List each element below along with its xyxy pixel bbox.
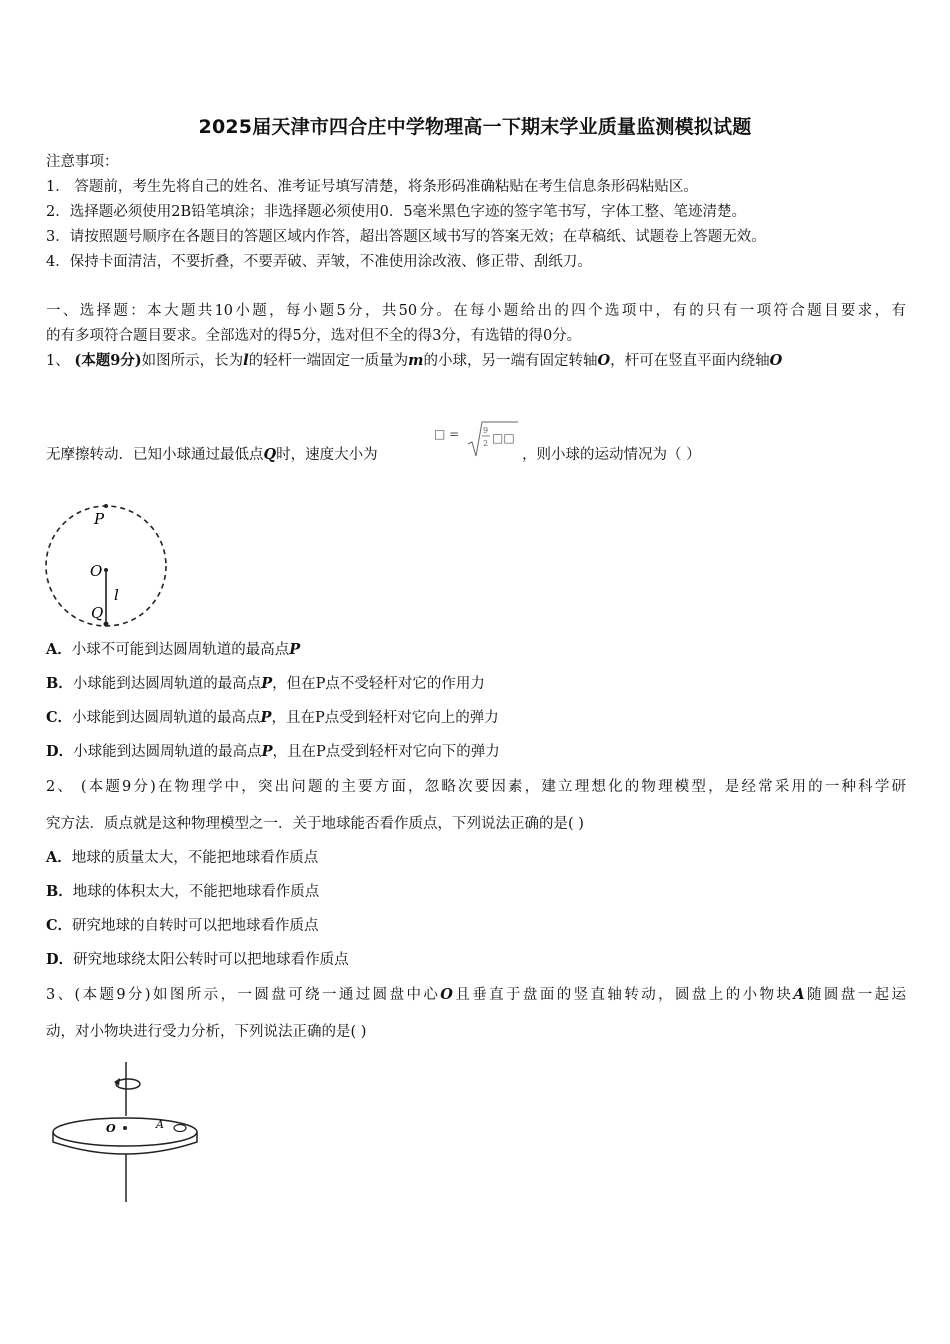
option-key: B． xyxy=(46,883,73,900)
option-c[interactable] xyxy=(46,916,319,936)
stem-text: 的轻杆一端固定一质量为 xyxy=(248,353,409,369)
section-intro-line: 的有多项符合题目要求。全部选对的得5分，选对但不全的得3分，有选错的得0分。 xyxy=(46,328,582,344)
label-o: O xyxy=(90,562,103,580)
question-number: 1、 xyxy=(46,353,70,369)
circle-rod-figure xyxy=(40,500,176,630)
option-text: 小球不可能到达圆周轨道的最高点 xyxy=(71,642,290,658)
option-key: C． xyxy=(46,709,73,726)
stem-text: 的小球，另一端有固定转轴 xyxy=(423,353,598,369)
question-1-stem xyxy=(46,351,782,371)
section-intro-line: 一、选择题：本大题共10小题，每小题5分，共50分。在每小题给出的四个选项中，有的只有一项符合题目要求，有 xyxy=(46,303,906,319)
option-text: 研究地球绕太阳公转时可以把地球看作质点 xyxy=(73,952,349,968)
axis-o-dot xyxy=(104,568,108,572)
point-p-dot xyxy=(104,504,108,508)
formula-rest: □□ xyxy=(492,431,515,445)
option-text: 地球的质量太大，不能把地球看作质点 xyxy=(71,850,319,866)
formula-lhs: □ = xyxy=(434,427,460,441)
notice-item: 1． 答题前，考生先将自己的姓名、准考证号填写清楚，将条形码准确粘贴在考生信息条形码粘贴区。 xyxy=(46,179,698,195)
variable: l xyxy=(243,352,249,369)
center-o-dot xyxy=(123,1126,127,1130)
notice-item: 3．请按照题号顺序在各题目的答题区域内作答，超出答题区域书写的答案无效；在草稿纸、试题卷上答题无效。 xyxy=(46,229,766,245)
arrowhead-icon xyxy=(114,1078,120,1086)
option-key: D． xyxy=(46,951,74,968)
option-text: 小球能到达圆周轨道的最高点 xyxy=(72,676,262,692)
question-2-stem-cont: 究方法．质点就是这种物理模型之一．关于地球能否看作质点，下列说法正确的是( ) xyxy=(46,816,584,832)
variable: A xyxy=(793,986,805,1003)
notice-item: 4．保持卡面清洁，不要折叠，不要弄破、弄皱，不准使用涂改液、修正带、刮纸刀。 xyxy=(46,254,592,270)
option-key: A． xyxy=(46,849,72,866)
rotating-disk-figure xyxy=(48,1062,208,1207)
label-q: Q xyxy=(91,604,104,622)
option-b[interactable] xyxy=(46,882,319,902)
option-text: 小球能到达圆周轨道的最高点 xyxy=(72,710,261,726)
option-c[interactable] xyxy=(46,708,499,728)
stem-text: 无摩擦转动．已知小球通过最低点 xyxy=(46,447,264,463)
variable: P xyxy=(261,675,273,692)
ball-q-dot xyxy=(104,622,109,627)
option-d[interactable] xyxy=(46,950,349,970)
stem-text: 且垂直于盘面的竖直轴转动，圆盘上的小物块 xyxy=(452,987,794,1003)
velocity-formula xyxy=(432,416,522,460)
label-p: P xyxy=(94,510,105,528)
stem-text: 3、(本题9分)如图所示，一圆盘可绕一通过圆盘中心 xyxy=(46,987,441,1003)
option-a[interactable] xyxy=(46,848,318,868)
variable: m xyxy=(408,352,424,369)
variable: P xyxy=(261,743,273,760)
label-o: O xyxy=(106,1122,116,1135)
question-2-stem: 2、 (本题9分)在物理学中，突出问题的主要方面，忽略次要因素，建立理想化的物理模型，是经常采用的一种科学研 xyxy=(46,779,906,795)
block-a xyxy=(174,1125,186,1132)
label-a: A xyxy=(156,1118,164,1131)
variable: P xyxy=(289,641,301,658)
notice-item: 2．选择题必须使用2B铅笔填涂；非选择题必须使用0．5毫米黑色字迹的签字笔书写，字体工整、笔迹清楚。 xyxy=(46,204,747,220)
variable: Q xyxy=(263,446,277,463)
variable: O xyxy=(440,986,453,1003)
question-score: (本题9分) xyxy=(74,352,142,369)
option-d[interactable] xyxy=(46,742,500,762)
option-a[interactable] xyxy=(46,640,300,660)
formula-numerator: 9 xyxy=(483,426,489,435)
variable: P xyxy=(260,709,272,726)
page-title: 2025届天津市四合庄中学物理高一下期末学业质量监测模拟试题 xyxy=(198,116,752,138)
stem-text: ，杆可在竖直平面内绕轴 xyxy=(610,353,770,369)
option-text: 地球的体积太大，不能把地球看作质点 xyxy=(72,884,320,900)
stem-text: 时，速度大小为 xyxy=(276,447,378,463)
question-1-stem-cont xyxy=(46,445,378,465)
option-text: ，但在P点不受轻杆对它的作用力 xyxy=(272,676,485,692)
option-b[interactable] xyxy=(46,674,485,694)
notice-heading: 注意事项： xyxy=(46,154,119,170)
stem-text: 如图所示，长为 xyxy=(141,353,244,369)
option-key: D． xyxy=(46,743,74,760)
question-1-stem-end: ，则小球的运动情况为（ ） xyxy=(522,447,701,463)
option-key: C． xyxy=(46,917,73,934)
formula-denominator: 2 xyxy=(483,439,489,448)
question-3-stem-cont: 动，对小物块进行受力分析，下列说法正确的是( ) xyxy=(46,1024,367,1040)
option-key: A． xyxy=(46,641,72,658)
option-key: B． xyxy=(46,675,73,692)
question-3-stem xyxy=(46,985,906,1005)
option-text: ，且在P点受到轻杆对它向下的弹力 xyxy=(272,744,500,760)
option-text: 小球能到达圆周轨道的最高点 xyxy=(73,744,262,760)
disk-top xyxy=(53,1118,197,1146)
stem-text: 随圆盘一起运 xyxy=(804,987,907,1003)
option-text: 研究地球的自转时可以把地球看作质点 xyxy=(72,918,319,934)
label-l: l xyxy=(114,586,119,604)
variable: O xyxy=(597,352,611,369)
variable: O xyxy=(769,352,783,369)
option-text: ，且在P点受到轻杆对它向上的弹力 xyxy=(271,710,499,726)
